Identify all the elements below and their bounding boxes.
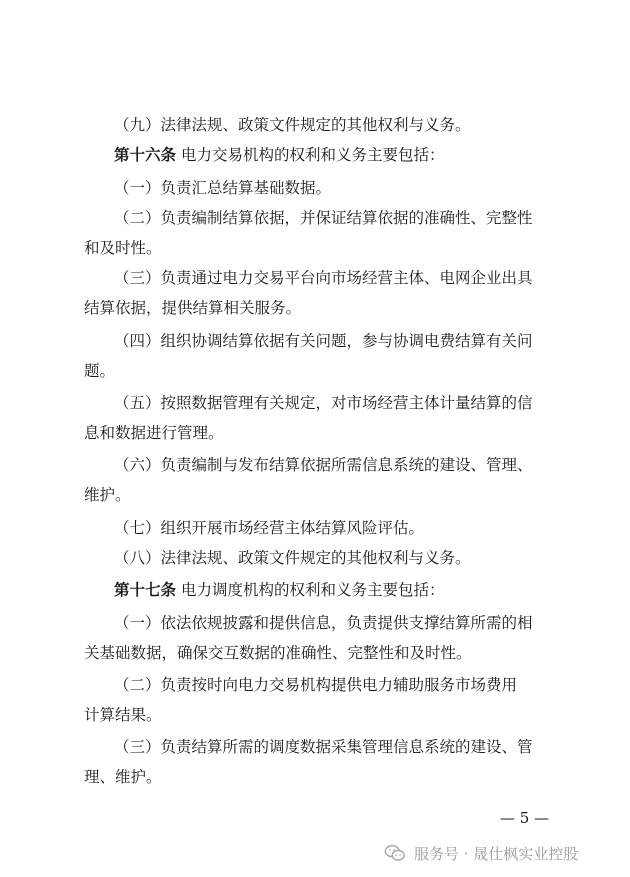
page-number: — 5 —	[500, 809, 550, 827]
a16-clause-7: （七）组织开展市场经营主体结算风险评估。	[114, 519, 425, 537]
article-16-heading	[114, 145, 444, 165]
a16-clause-3-cont: 结算依据，提供结算相关服务。	[84, 299, 302, 317]
article-16-title: 电力交易机构的权利和义务主要包括：	[180, 146, 445, 164]
article-17-title: 电力调度机构的权利和义务主要包括：	[180, 581, 445, 599]
watermark	[384, 840, 578, 866]
article-17-number: 第十七条	[114, 581, 177, 599]
a16-clause-1: （一）负责汇总结算基础数据。	[114, 179, 332, 197]
a16-clause-3: （三）负责通过电力交易平台向市场经营主体、电网企业出具	[114, 269, 533, 287]
a16-clause-6-cont: 维护。	[84, 486, 131, 504]
a17-clause-3-cont: 理、维护。	[84, 768, 162, 786]
a16-clause-2: （二）负责编制结算依据，并保证结算依据的准确性、完整性	[114, 209, 533, 227]
a17-clause-1: （一）依法依规披露和提供信息，负责提供支撑结算所需的相	[114, 614, 533, 632]
a16-clause-8: （八）法律法规、政策文件规定的其他权利与义务。	[114, 549, 471, 567]
a16-clause-4: （四）组织协调结算依据有关问题，参与协调电费结算有关问	[114, 332, 533, 350]
article-16-number: 第十六条	[114, 146, 177, 164]
a17-clause-2-cont: 计算结果。	[84, 706, 162, 724]
clause-9-rights-obligations: （九）法律法规、政策文件规定的其他权利与义务。	[114, 116, 471, 134]
chat-bubble-icon	[384, 842, 406, 864]
a16-clause-2-cont: 和及时性。	[84, 239, 162, 257]
a16-clause-5: （五）按照数据管理有关规定，对市场经营主体计量结算的信	[114, 394, 533, 412]
a16-clause-5-cont: 息和数据进行管理。	[84, 424, 224, 442]
a17-clause-3: （三）负责结算所需的调度数据采集管理信息系统的建设、管	[114, 738, 533, 756]
a16-clause-4-cont: 题。	[84, 362, 116, 380]
a17-clause-2: （二）负责按时向电力交易机构提供电力辅助服务市场费用	[114, 676, 518, 694]
article-17-heading	[114, 580, 444, 600]
a16-clause-6: （六）负责编制与发布结算依据所需信息系统的建设、管理、	[114, 456, 533, 474]
watermark-text: 服务号 · 晟仕枫实业控股	[414, 844, 579, 863]
a17-clause-1-cont: 关基础数据，确保交互数据的准确性、完整性和及时性。	[84, 644, 472, 662]
